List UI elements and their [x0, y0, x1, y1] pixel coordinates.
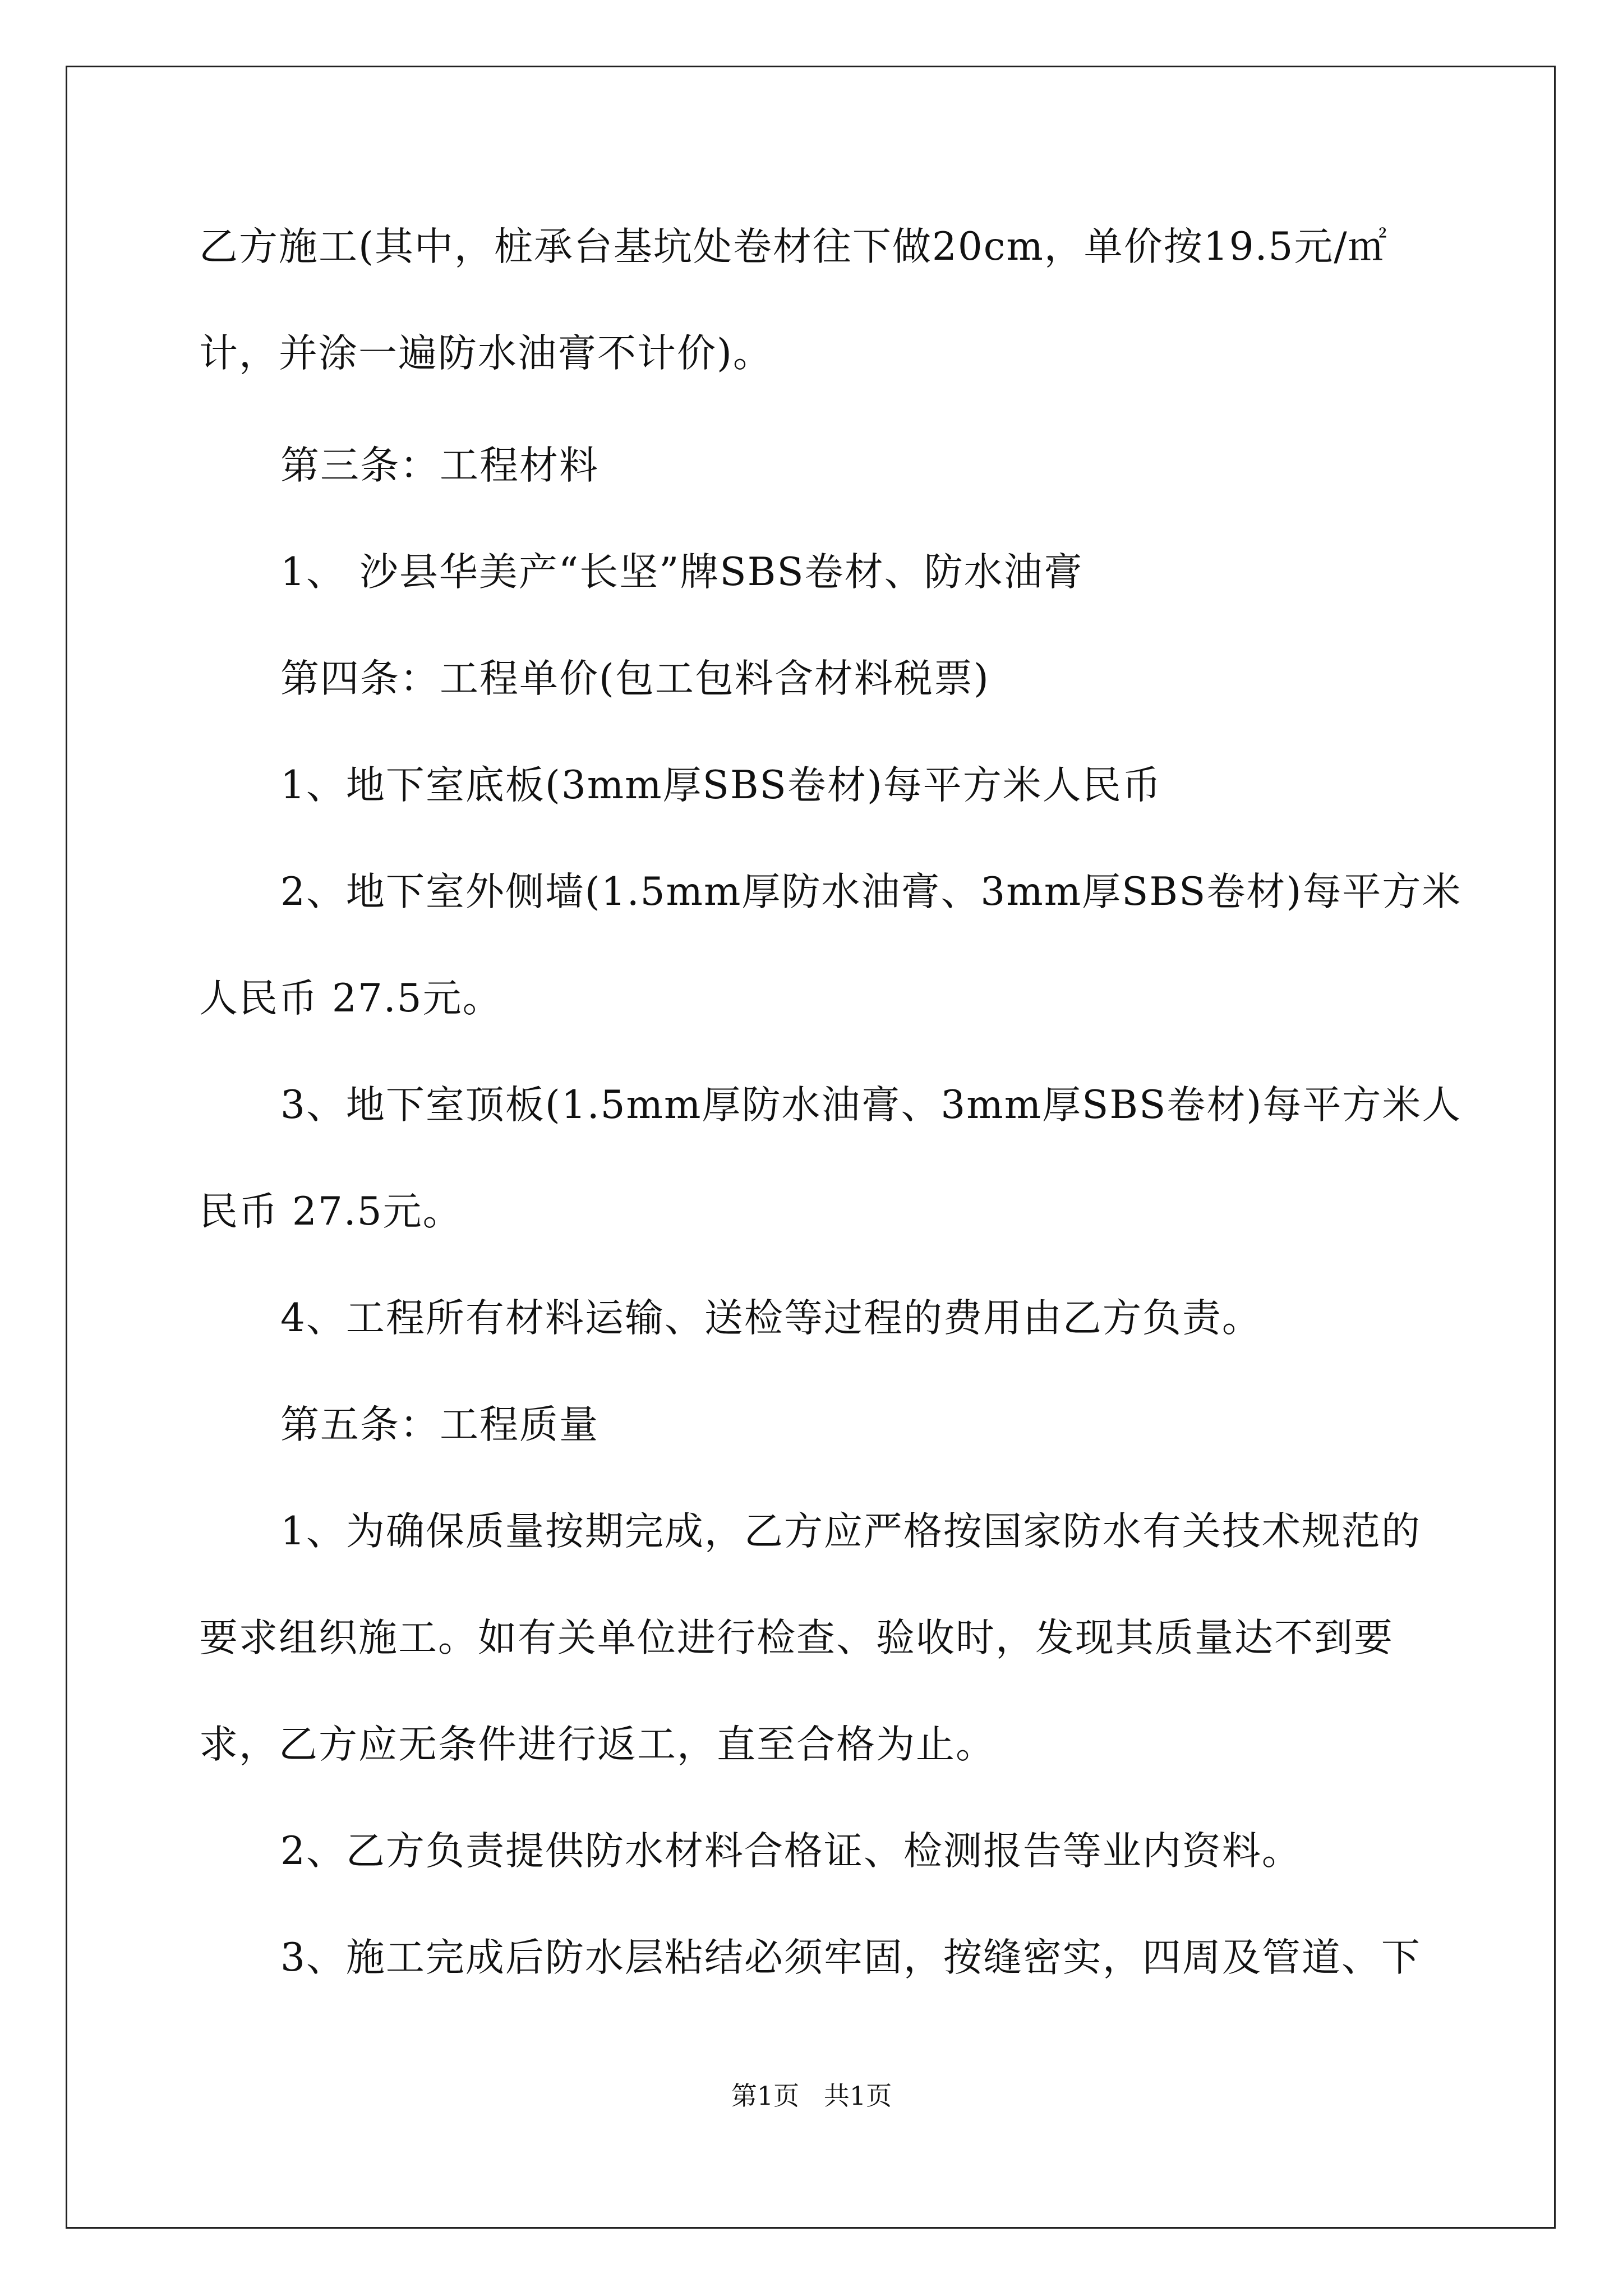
text-line: 要求组织施工。如有关单位进行检查、验收时，发现其质量达不到要	[199, 1616, 1394, 1660]
text-line: 1、为确保质量按期完成，乙方应严格按国家防水有关技术规范的	[280, 1509, 1421, 1554]
text-line: 2、地下室外侧墙(1.5mm厚防水油膏、3mm厚SBS卷材)每平方米	[280, 869, 1462, 914]
text-line: 求，乙方应无条件进行返工，直至合格为止。	[199, 1722, 995, 1767]
text-line: 民币 27.5元。	[199, 1189, 463, 1234]
text-line: 4、工程所有材料运输、送检等过程的费用由乙方负责。	[280, 1296, 1262, 1341]
section-heading: 第四条：工程单价(包工包料含材料税票)	[280, 656, 990, 701]
text-line: 计，并涂一遍防水油膏不计价)。	[199, 331, 773, 376]
text-line: 2、乙方负责提供防水材料合格证、检测报告等业内资料。	[280, 1829, 1302, 1874]
text-line: 1、地下室底板(3mm厚SBS卷材)每平方米人民币	[280, 763, 1162, 808]
page-footer: 第1页 共1页	[731, 2081, 892, 2111]
section-heading: 第三条：工程材料	[280, 443, 599, 488]
text-line: 1、 沙县华美产“长坚”牌SBS卷材、防水油膏	[280, 550, 1083, 595]
text-line: 人民币 27.5元。	[199, 976, 502, 1021]
text-line: 3、施工完成后防水层粘结必须牢固，按缝密实，四周及管道、下	[280, 1935, 1421, 1980]
text-line: 3、地下室顶板(1.5mm厚防水油膏、3mm厚SBS卷材)每平方米人	[280, 1083, 1462, 1128]
text-line: 乙方施工(其中，桩承台基坑处卷材往下做20cm，单价按19.5元/㎡	[199, 224, 1388, 269]
page-border	[66, 66, 1556, 2229]
section-heading: 第五条：工程质量	[280, 1402, 599, 1447]
